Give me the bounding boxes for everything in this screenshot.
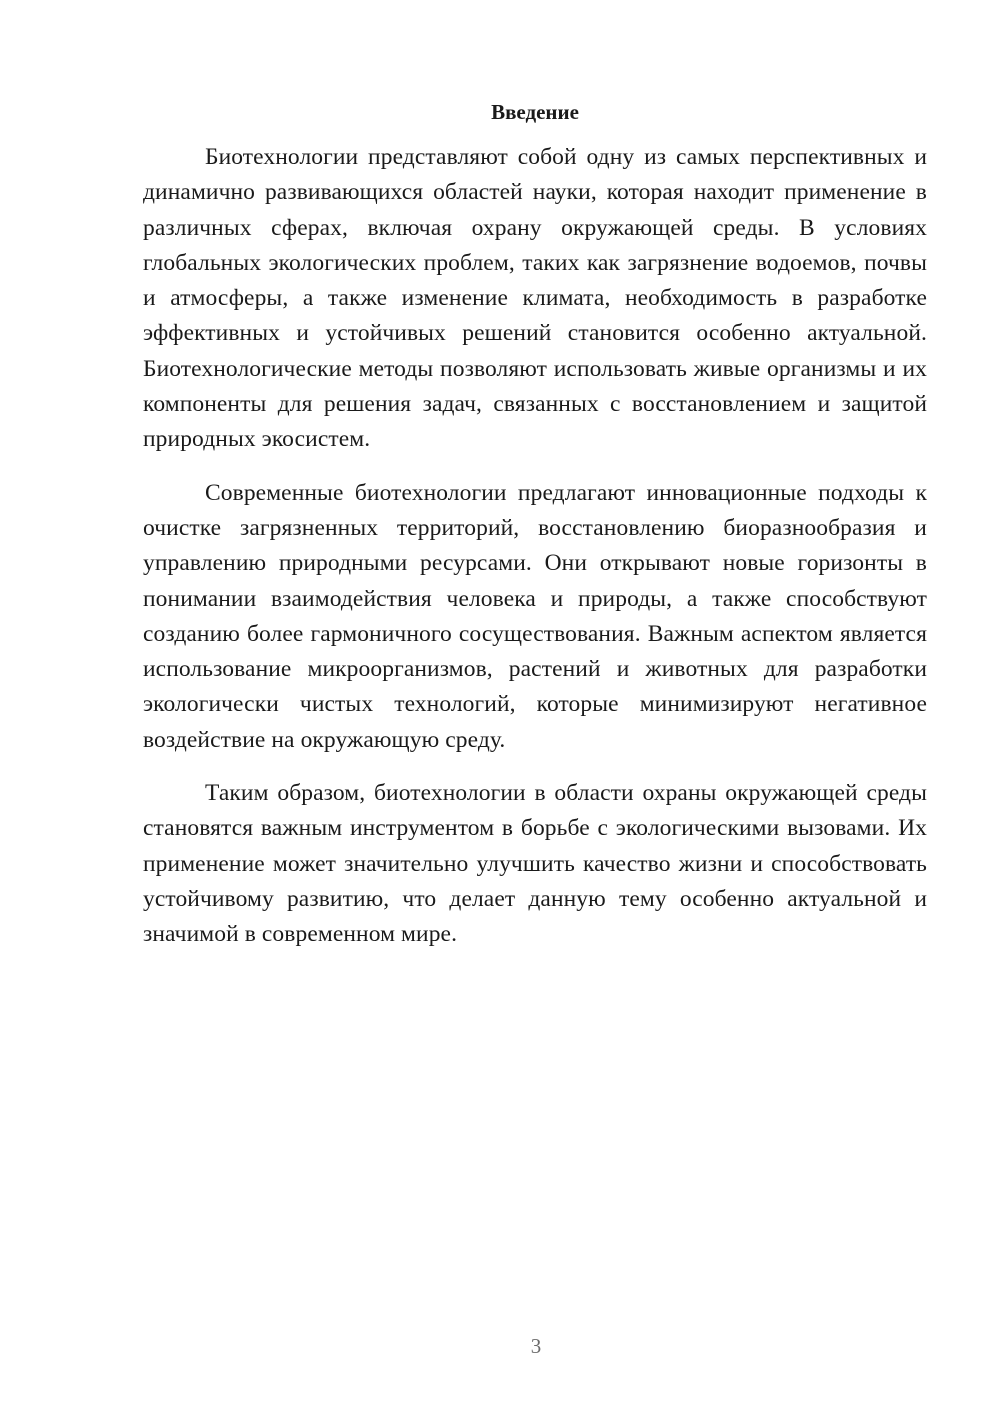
section-title: Введение	[491, 100, 579, 124]
paragraph-2: Современные биотехнологии предлагают инновационные подходы к очистке загрязненных территорий, восстановлению биоразнообразия и управлению природными ресурсами. Они открывают новые горизонты в понимании взаимодействия человека и природы, а также способствуют созданию более гармоничного сосуществования. Важным аспектом является использование микроорганизмов, растений и животных для разработки экологически чистых технологий, которые минимизируют негативное воздействие на окружающую среду.	[143, 479, 927, 753]
page-content	[143, 98, 927, 971]
paragraph-3: Таким образом, биотехнологии в области охраны окружающей среды становятся важным инструментом в борьбе с экологическими вызовами. Их применение может значительно улучшить качество жизни и способствовать устойчивому развитию, что делает данную тему особенно актуальной и значимой в современном мире.	[143, 780, 927, 948]
paragraph-1: Биотехнологии представляют собой одну из самых перспективных и динамично развивающихся областей науки, которая находит применение в различных сферах, включая охрану окружающей среды. В условиях глобальных экологических проблем, таких как загрязнение водоемов, почвы и атмосферы, а также изменение климата, необходимость в разработке эффективных и устойчивых решений становится особенно актуальной. Биотехнологические методы позволяют использовать живые организмы и их компоненты для решения задач, связанных с восстановлением и защитой природных экосистем.	[143, 144, 927, 453]
page-number: 3	[530, 1334, 542, 1358]
